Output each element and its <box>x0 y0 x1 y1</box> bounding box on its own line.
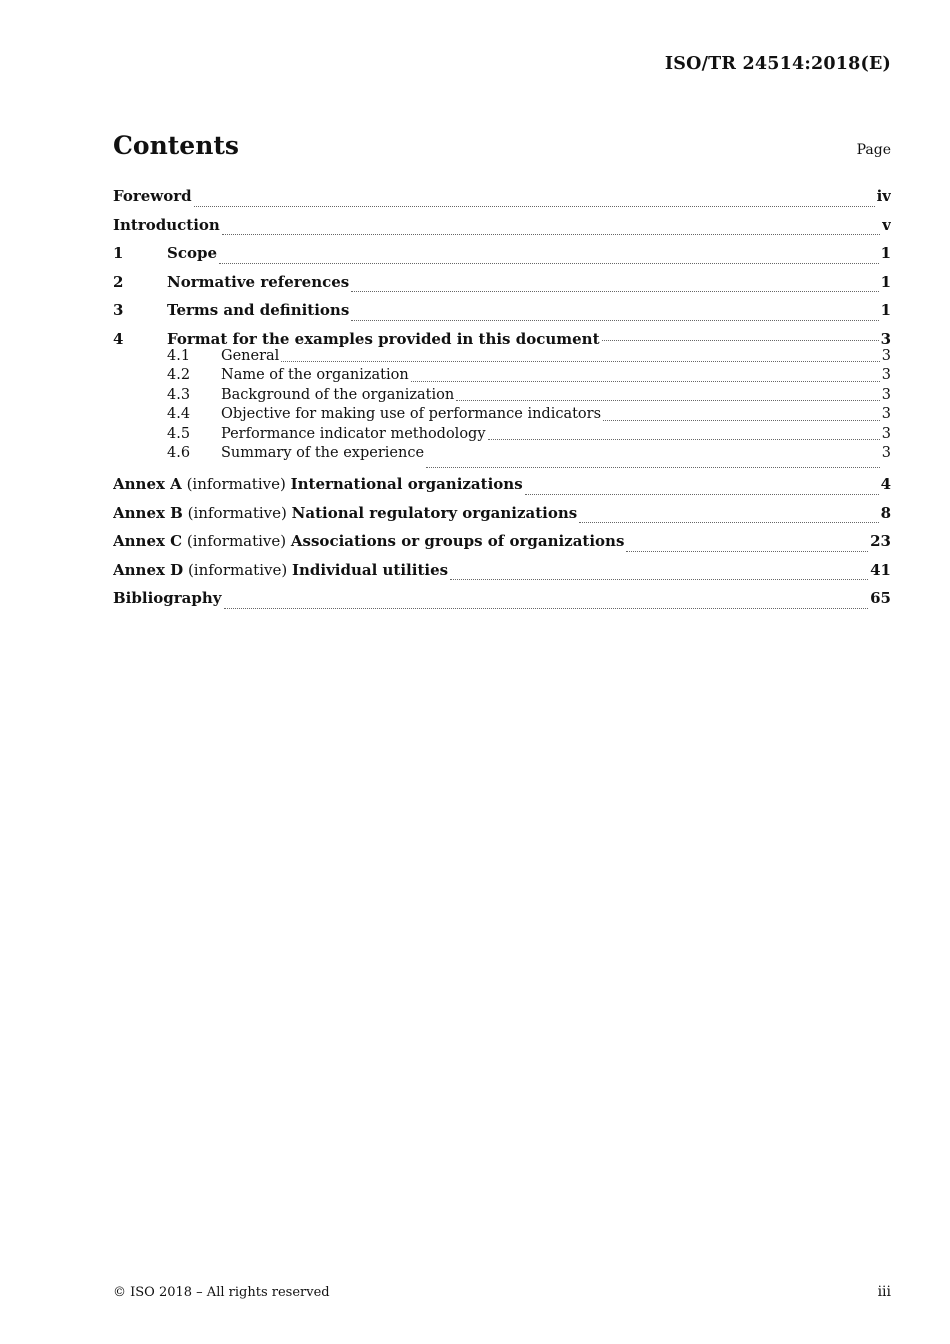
annex-label: Annex C <box>113 532 183 550</box>
toc-entry-title: Summary of the experience <box>221 445 425 461</box>
annex-qualifier: (informative) <box>181 475 291 493</box>
toc-entry-annex-c[interactable] <box>113 529 891 558</box>
toc-entry-page: 23 <box>870 532 891 550</box>
annex-qualifier: (informative) <box>183 560 292 579</box>
toc-entry-page: 3 <box>881 386 891 403</box>
dot-leader <box>426 444 880 472</box>
annex-title: International organizations <box>290 475 523 493</box>
toc-entry-title: Background of the organization <box>221 386 455 403</box>
dot-leader <box>351 270 878 299</box>
annex-label: Annex A <box>113 475 182 493</box>
toc-entry-page: 3 <box>881 445 891 461</box>
toc-entry-page: 1 <box>880 301 891 319</box>
toc-entry-annex-b[interactable] <box>113 501 891 530</box>
annex-label: Annex D <box>113 560 184 579</box>
page-column-label: Page <box>856 142 891 158</box>
dot-leader <box>351 298 878 327</box>
dot-leader <box>219 241 879 270</box>
toc-entry-page: 65 <box>870 589 891 607</box>
dot-leader <box>602 327 879 347</box>
toc-entry-page: 3 <box>881 425 891 442</box>
toc-entry-page: 1 <box>880 272 891 291</box>
toc-entry-number: 4.6 <box>167 445 191 461</box>
toc-entry-page: 3 <box>881 347 891 364</box>
toc-entry-title: Bibliography <box>113 589 222 607</box>
toc-entry-subsection-4-1[interactable] <box>113 347 891 367</box>
toc-entry-subsection-4-3[interactable] <box>113 386 891 406</box>
annex-title: Associations or groups of organizations <box>290 532 625 550</box>
toc-entry-number: 4 <box>113 329 124 347</box>
toc-entry-title: Introduction <box>113 215 220 234</box>
toc-entry-page: 1 <box>880 244 891 262</box>
toc-entry-number: 3 <box>113 301 124 319</box>
toc-entry-subsection-4-4[interactable] <box>113 405 891 425</box>
toc-entry-title <box>113 529 624 553</box>
toc-entry-title: Objective for making use of performance indicators <box>221 406 602 422</box>
annex-qualifier: (informative) <box>182 503 292 522</box>
dot-leader <box>450 558 868 587</box>
dot-leader <box>603 405 880 425</box>
document-identifier: ISO/TR 24514:2018(E) <box>664 54 891 74</box>
annex-label: Annex B <box>113 503 183 522</box>
toc-entry-title: Scope <box>167 244 218 262</box>
dot-leader <box>222 213 880 242</box>
toc-entry-subsection-4-6[interactable] <box>113 444 891 472</box>
toc-entry-section-4[interactable] <box>113 327 891 347</box>
toc-entry-number: 4.1 <box>167 347 191 364</box>
toc-entry-section-3[interactable] <box>113 298 891 327</box>
toc-entry-title: Performance indicator methodology <box>221 425 486 442</box>
toc-entry-title <box>113 472 523 496</box>
dot-leader <box>456 386 880 406</box>
toc-entry-subsection-4-5[interactable] <box>113 425 891 445</box>
copyright-notice: © ISO 2018 – All rights reserved <box>113 1285 330 1300</box>
toc-entry-number: 4.2 <box>167 367 191 383</box>
annex-title: National regulatory organizations <box>291 503 578 522</box>
toc-entry-number: 4.4 <box>167 406 191 422</box>
toc-entry-introduction[interactable] <box>113 213 891 242</box>
toc-entry-number: 4.3 <box>167 386 191 403</box>
toc-entry-number: 1 <box>113 244 124 262</box>
toc-entry-annex-a[interactable] <box>113 472 891 501</box>
toc-entry-title: Normative references <box>167 272 350 291</box>
toc-entry-page: 3 <box>881 406 891 422</box>
dot-leader <box>626 529 868 558</box>
toc-entry-bibliography[interactable] <box>113 586 891 615</box>
annex-qualifier: (informative) <box>182 532 291 550</box>
toc-entry-number: 2 <box>113 272 124 291</box>
dot-leader <box>411 366 880 386</box>
dot-leader <box>488 425 880 445</box>
dot-leader <box>525 472 879 501</box>
dot-leader <box>579 501 878 530</box>
toc-entry-number: 4.5 <box>167 425 191 442</box>
toc-entry-foreword[interactable] <box>113 184 891 213</box>
toc-entry-page: 4 <box>880 475 891 493</box>
toc-entry-title: Foreword <box>113 187 192 205</box>
contents-heading: Contents <box>113 131 240 160</box>
toc-entry-title: Format for the examples provided in this document <box>167 329 600 347</box>
dot-leader <box>194 184 875 213</box>
toc-entry-title: Name of the organization <box>221 367 409 383</box>
toc-entry-title <box>113 501 577 525</box>
dot-leader <box>224 586 869 615</box>
toc-entry-page: v <box>882 215 891 234</box>
toc-entry-section-1[interactable] <box>113 241 891 270</box>
toc-entry-page: iv <box>876 187 891 205</box>
toc-entry-page: 41 <box>870 560 891 579</box>
toc-entry-section-2[interactable] <box>113 270 891 299</box>
toc-entry-title: General <box>221 347 280 364</box>
toc-entry-page: 8 <box>880 503 891 522</box>
page-number: iii <box>877 1284 891 1300</box>
toc-entry-title: Terms and definitions <box>167 301 350 319</box>
toc-entry-title <box>113 558 448 582</box>
toc-entry-page: 3 <box>881 367 891 383</box>
dot-leader <box>281 347 879 367</box>
toc-entry-page: 3 <box>880 329 891 347</box>
table-of-contents <box>113 184 891 615</box>
toc-entry-annex-d[interactable] <box>113 558 891 587</box>
annex-title: Individual utilities <box>291 560 449 579</box>
toc-entry-subsection-4-2[interactable] <box>113 366 891 386</box>
